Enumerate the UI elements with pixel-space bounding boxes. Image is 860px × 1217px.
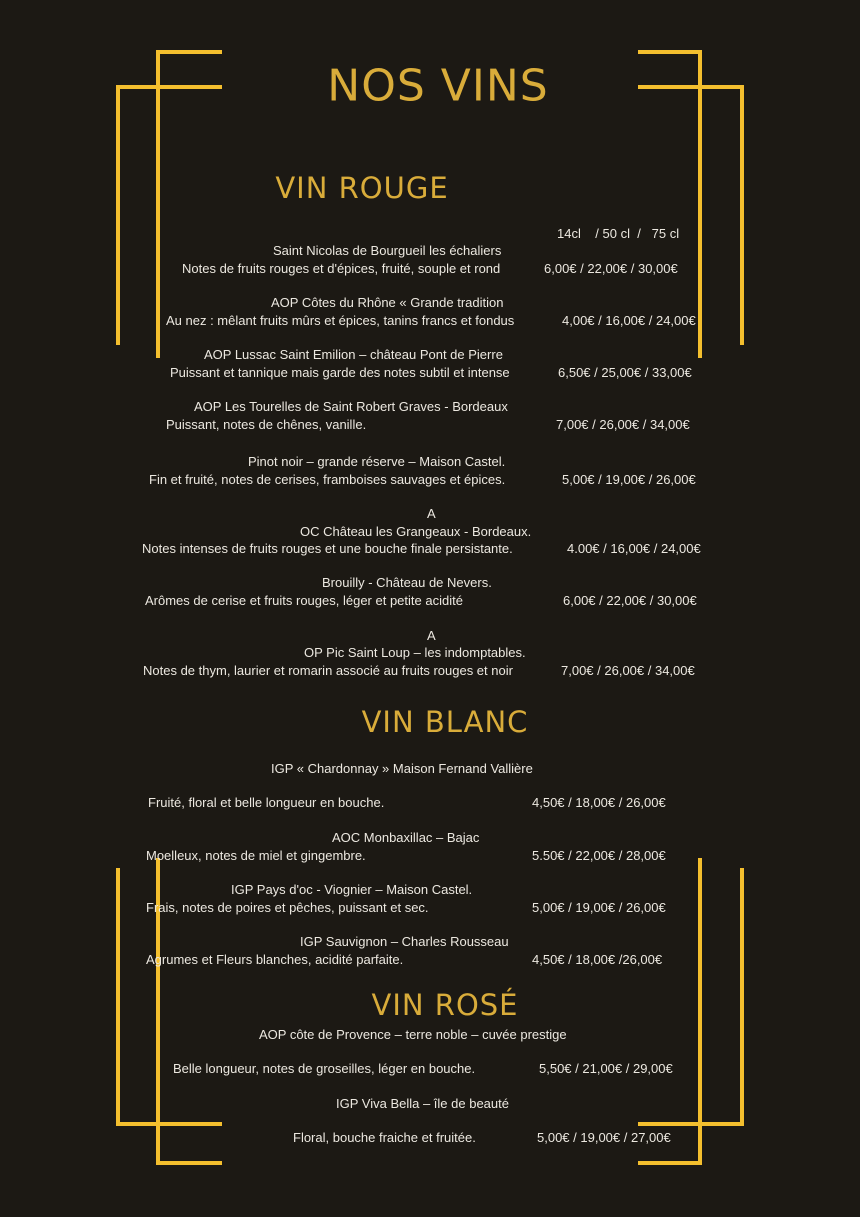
wine-price: 5.50€ / 22,00€ / 28,00€ [532, 848, 666, 863]
wine-name-prefix: A [427, 628, 436, 643]
wine-name: AOP côte de Provence – terre noble – cuvée prestige [259, 1027, 567, 1042]
wine-description: Puissant et tannique mais garde des notes subtil et intense [170, 365, 510, 380]
wine-description: Arômes de cerise et fruits rouges, léger et petite acidité [145, 593, 463, 608]
wine-description: Puissant, notes de chênes, vanille. [166, 417, 367, 432]
wine-price: 7,00€ / 26,00€ / 34,00€ [556, 417, 690, 432]
wine-name: Brouilly - Château de Nevers. [322, 575, 492, 590]
frame-line [698, 50, 702, 358]
section-heading-rouge: VIN ROUGE [275, 171, 449, 205]
frame-line [638, 1122, 744, 1126]
wine-price: 4,50€ / 18,00€ /26,00€ [532, 952, 663, 967]
wine-price: 4,00€ / 16,00€ / 24,00€ [562, 313, 696, 328]
frame-line [116, 868, 120, 1126]
wine-name: AOP Les Tourelles de Saint Robert Graves - Bordeaux [194, 399, 508, 414]
wine-description: Moelleux, notes de miel et gingembre. [146, 848, 366, 863]
wine-price: 5,50€ / 21,00€ / 29,00€ [539, 1061, 673, 1076]
wine-description: Agrumes et Fleurs blanches, acidité parfaite. [146, 952, 404, 967]
wine-name: IGP Viva Bella – île de beauté [336, 1096, 509, 1111]
wine-name: Saint Nicolas de Bourgueil les échaliers [273, 243, 502, 258]
wine-name: AOP Lussac Saint Emilion – château Pont de Pierre [204, 347, 503, 362]
wine-price: 5,00€ / 19,00€ / 27,00€ [537, 1130, 671, 1145]
wine-name: Pinot noir – grande réserve – Maison Castel. [248, 454, 506, 469]
frame-line [638, 50, 702, 54]
bottle-size-header: 14cl / 50 cl / 75 cl [557, 226, 680, 241]
frame-line [116, 85, 222, 89]
wine-price: 7,00€ / 26,00€ / 34,00€ [561, 663, 695, 678]
wine-price: 6,00€ / 22,00€ / 30,00€ [544, 261, 678, 276]
wine-price: 5,00€ / 19,00€ / 26,00€ [532, 900, 666, 915]
frame-line [698, 858, 702, 1165]
wine-description: Notes de thym, laurier et romarin associé au fruits rouges et noir [143, 663, 513, 678]
frame-line [740, 868, 744, 1126]
page-title: NOS VINS [327, 60, 549, 112]
section-heading-rose: VIN ROSÉ [371, 988, 519, 1022]
section-heading-blanc: VIN BLANC [361, 705, 529, 739]
wine-description: Notes intenses de fruits rouges et une bouche finale persistante. [142, 541, 513, 556]
wine-price: 4,50€ / 18,00€ / 26,00€ [532, 795, 666, 810]
wine-price: 6,50€ / 25,00€ / 33,00€ [558, 365, 692, 380]
frame-line [638, 85, 744, 89]
frame-line [156, 1161, 222, 1165]
wine-description: Fin et fruité, notes de cerises, framboises sauvages et épices. [149, 472, 506, 487]
wine-name: IGP Sauvignon – Charles Rousseau [300, 934, 509, 949]
wine-price: 5,00€ / 19,00€ / 26,00€ [562, 472, 696, 487]
frame-line [116, 85, 120, 345]
wine-description: Fruité, floral et belle longueur en bouche. [148, 795, 385, 810]
frame-line [156, 50, 160, 358]
frame-line [116, 1122, 222, 1126]
wine-name: AOC Monbaxillac – Bajac [332, 830, 480, 845]
wine-description: Floral, bouche fraiche et fruitée. [293, 1130, 476, 1145]
wine-description: Frais, notes de poires et pêches, puissant et sec. [146, 900, 429, 915]
wine-name: OP Pic Saint Loup – les indomptables. [304, 645, 526, 660]
wine-name-prefix: A [427, 506, 436, 521]
wine-price: 6,00€ / 22,00€ / 30,00€ [563, 593, 697, 608]
frame-line [156, 50, 222, 54]
frame-line [740, 85, 744, 345]
wine-name: IGP Pays d'oc - Viognier – Maison Castel. [231, 882, 473, 897]
wine-description: Au nez : mêlant fruits mûrs et épices, tanins francs et fondus [166, 313, 515, 328]
wine-name: IGP « Chardonnay » Maison Fernand Vallière [271, 761, 533, 776]
wine-name: AOP Côtes du Rhône « Grande tradition [271, 295, 504, 310]
wine-price: 4.00€ / 16,00€ / 24,00€ [567, 541, 701, 556]
frame-line [638, 1161, 702, 1165]
wine-description: Belle longueur, notes de groseilles, léger en bouche. [173, 1061, 476, 1076]
wine-description: Notes de fruits rouges et d'épices, fruité, souple et rond [182, 261, 501, 276]
wine-name: OC Château les Grangeaux - Bordeaux. [300, 524, 532, 539]
